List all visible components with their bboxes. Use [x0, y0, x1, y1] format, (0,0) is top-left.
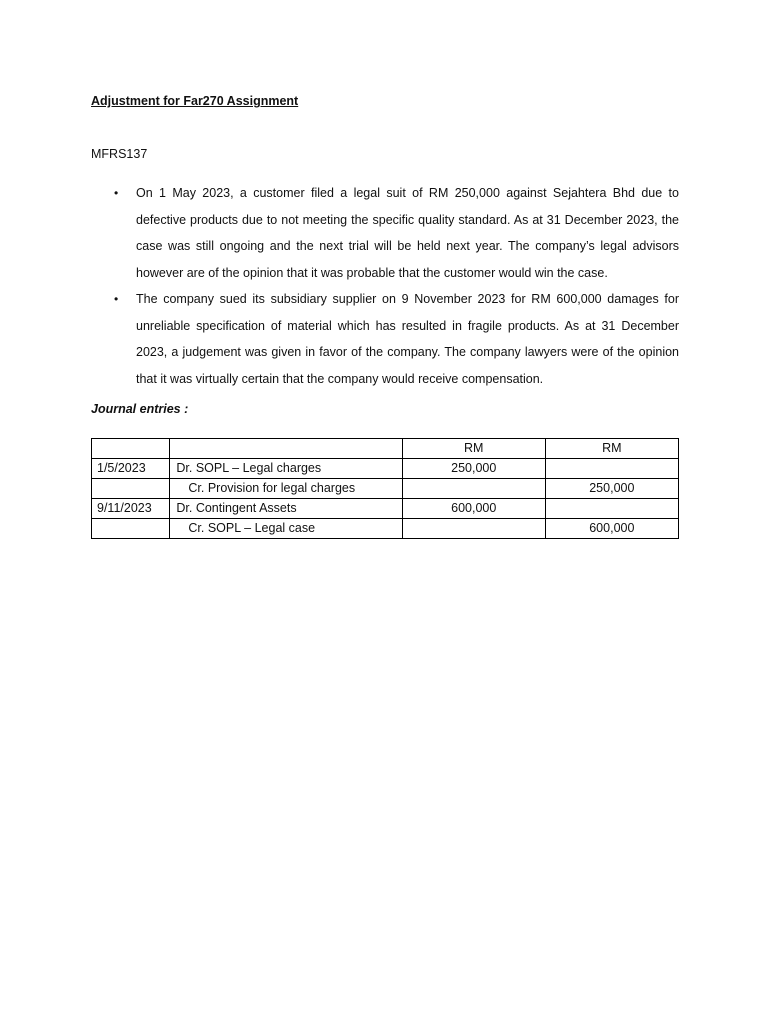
cell-date: 1/5/2023	[92, 459, 170, 479]
table-row	[92, 479, 679, 499]
bullet-text: The company sued its subsidiary supplier on 9 November 2023 for RM 600,000 damages for unreliable specification of material which has resulted in fragile products. As at 31 December 2023, a judgement was given in favor of the company. The company lawyers were of the opinion that it was virtually certain that the company would receive compensation.	[136, 292, 679, 386]
bullet-icon: •	[114, 292, 119, 306]
bullet-item	[91, 180, 679, 286]
journal-entries-label: Journal entries :	[91, 402, 189, 416]
table-row	[92, 459, 679, 479]
header-cell-description	[170, 439, 402, 459]
cell-debit: 600,000	[402, 499, 545, 519]
cell-description: Cr. Provision for legal charges	[170, 479, 402, 499]
cell-debit	[402, 479, 545, 499]
cell-debit: 250,000	[402, 459, 545, 479]
document-title: Adjustment for Far270 Assignment	[91, 94, 299, 108]
header-cell-date	[92, 439, 170, 459]
table-row	[92, 519, 679, 539]
cell-date: 9/11/2023	[92, 499, 170, 519]
header-cell-credit: RM	[545, 439, 678, 459]
table-row	[92, 499, 679, 519]
cell-description: Cr. SOPL – Legal case	[170, 519, 402, 539]
bullet-icon: •	[114, 186, 119, 200]
cell-debit	[402, 519, 545, 539]
cell-credit: 250,000	[545, 479, 678, 499]
table-header-row	[92, 439, 679, 459]
journal-table	[91, 438, 679, 539]
cell-description: Dr. Contingent Assets	[170, 499, 402, 519]
cell-date	[92, 519, 170, 539]
cell-description: Dr. SOPL – Legal charges	[170, 459, 402, 479]
cell-date	[92, 479, 170, 499]
cell-credit	[545, 459, 678, 479]
cell-credit	[545, 499, 678, 519]
header-cell-debit: RM	[402, 439, 545, 459]
bullet-item	[91, 286, 679, 392]
standard-heading: MFRS137	[91, 147, 148, 161]
bullet-text: On 1 May 2023, a customer filed a legal suit of RM 250,000 against Sejahtera Bhd due to defective products due to not meeting the specific quality standard. As at 31 December 2023, the case was still ongoing and the next trial will be held next year. The company’s legal advisors however are of the opinion that it was probable that the customer would win the case.	[136, 186, 679, 280]
cell-credit: 600,000	[545, 519, 678, 539]
bullet-list	[91, 180, 679, 392]
